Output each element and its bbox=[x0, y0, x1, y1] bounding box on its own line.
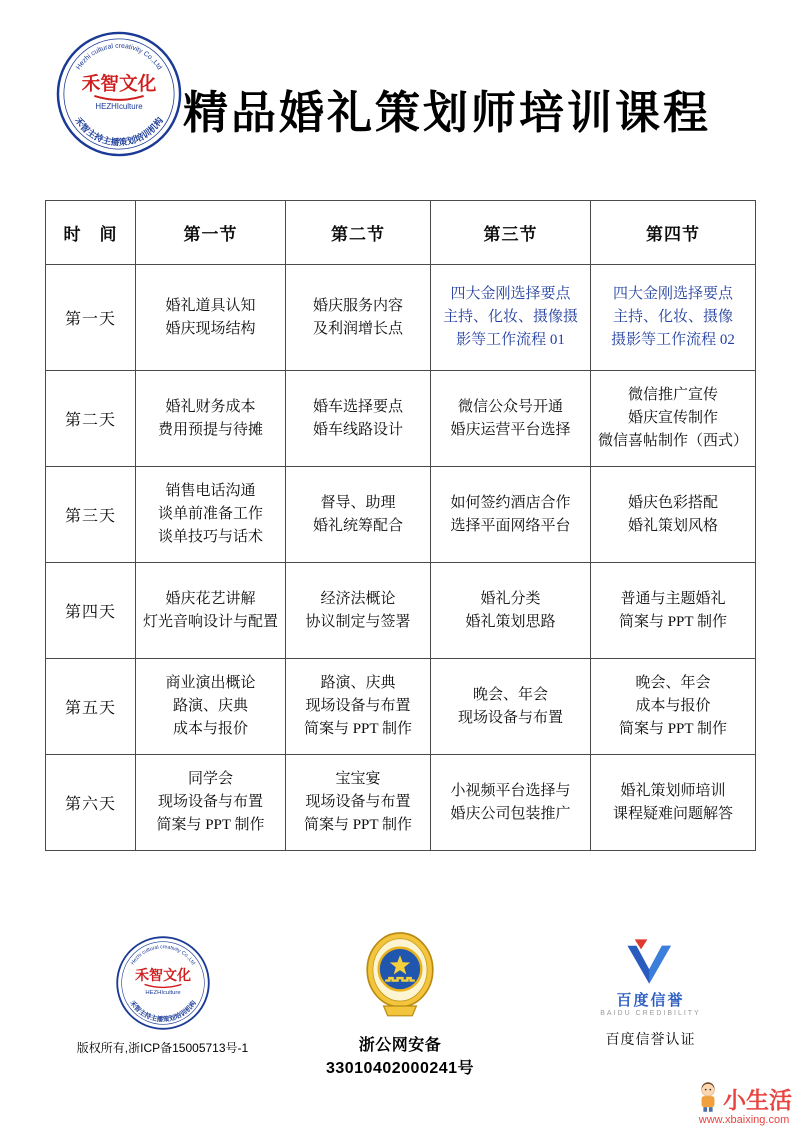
watermark-site-name: 小生活 bbox=[723, 1088, 792, 1114]
day-label: 第六天 bbox=[46, 755, 136, 851]
lesson-cell bbox=[286, 467, 431, 563]
lesson-line: 现场设备与布置 bbox=[305, 698, 411, 714]
lesson-cell bbox=[591, 467, 756, 563]
lesson-line: 课程疑难问题解答 bbox=[612, 805, 733, 822]
lesson-line: 普通与主题婚礼 bbox=[620, 590, 726, 607]
footer-logo-name-en: HEZHIculture bbox=[144, 990, 181, 997]
lesson-line: 协议制定与签署 bbox=[305, 613, 411, 630]
page-title: 精品婚礼策划师培训课程 bbox=[183, 86, 712, 139]
logo-name-en: HEZHIculture bbox=[95, 101, 143, 111]
lesson-cell bbox=[431, 659, 591, 755]
table-row bbox=[46, 467, 756, 563]
lesson-line: 小视频平台选择与 bbox=[450, 782, 571, 799]
lesson-line: 简案与 PPT 制作 bbox=[618, 613, 728, 630]
lesson-line: 路演、庆典 bbox=[320, 675, 396, 691]
day-label: 第四天 bbox=[46, 563, 136, 659]
lesson-cell bbox=[136, 755, 286, 851]
lesson-cell bbox=[591, 265, 756, 371]
lesson-line: 婚庆公司包装推广 bbox=[450, 805, 571, 822]
copyright-text: 版权所有,浙ICP备15005713号-1 bbox=[76, 1041, 249, 1055]
lesson-line: 现场设备与布置 bbox=[305, 794, 411, 810]
baidu-credibility-subtitle: BAIDU CREDIBILITY bbox=[600, 1010, 701, 1017]
lesson-line: 婚车选择要点 bbox=[312, 398, 403, 415]
table-header-row bbox=[46, 201, 756, 265]
lesson-line: 主持、化妆、摄像 bbox=[612, 309, 733, 325]
lesson-line: 四大金刚选择要点 bbox=[450, 286, 571, 302]
lesson-cell bbox=[286, 265, 431, 371]
lesson-line: 婚庆服务内容 bbox=[312, 297, 403, 314]
lesson-line: 成本与报价 bbox=[635, 698, 711, 714]
lesson-line: 四大金刚选择要点 bbox=[612, 286, 733, 302]
police-record-text: 浙公网安备 33010402000241号 bbox=[325, 1037, 475, 1077]
lesson-cell bbox=[431, 755, 591, 851]
lesson-line: 晚会、年会 bbox=[472, 686, 548, 703]
lesson-cell bbox=[286, 659, 431, 755]
lesson-line: 婚车线路设计 bbox=[312, 421, 403, 438]
lesson-cell bbox=[431, 265, 591, 371]
lesson-line: 婚庆宣传制作 bbox=[627, 410, 718, 426]
table-row bbox=[46, 755, 756, 851]
baidu-credibility-icon bbox=[622, 938, 680, 986]
lesson-line: 影等工作流程 01 bbox=[456, 332, 565, 348]
column-header: 第一节 bbox=[136, 201, 286, 265]
lesson-line: 简案与 PPT 制作 bbox=[156, 817, 265, 833]
lesson-line: 简案与 PPT 制作 bbox=[618, 721, 728, 737]
footer-police-block bbox=[295, 928, 505, 1078]
lesson-line: 选择平面网络平台 bbox=[450, 517, 571, 534]
logo-arc-bottom-text: 禾智主持主播策划培训机构 bbox=[73, 115, 165, 148]
lesson-line: 灯光音响设计与配置 bbox=[142, 613, 278, 630]
footer-baidu-block bbox=[563, 938, 738, 1049]
lesson-line: 现场设备与布置 bbox=[457, 709, 563, 726]
watermark-site-url: www.xbaixing.com bbox=[698, 1114, 790, 1126]
lesson-line: 如何签约酒店合作 bbox=[450, 494, 571, 511]
course-table bbox=[45, 200, 756, 851]
lesson-line: 简案与 PPT 制作 bbox=[303, 817, 413, 833]
footer-copyright-block bbox=[55, 935, 270, 1056]
lesson-cell bbox=[286, 755, 431, 851]
lesson-line: 谈单前准备工作 bbox=[157, 506, 263, 522]
logo-arc-top-text: Hezhi cultural creativity Co.,Ltd bbox=[75, 42, 163, 72]
lesson-line: 谈单技巧与话术 bbox=[157, 529, 263, 545]
lesson-cell bbox=[136, 467, 286, 563]
site-watermark bbox=[696, 1081, 792, 1126]
lesson-cell bbox=[431, 467, 591, 563]
lesson-line: 微信推广宣传 bbox=[627, 387, 718, 403]
lesson-line: 婚礼分类 bbox=[480, 590, 541, 607]
mascot-icon bbox=[696, 1081, 720, 1113]
course-table-body bbox=[46, 201, 756, 851]
company-logo-icon bbox=[55, 30, 183, 158]
lesson-cell bbox=[286, 563, 431, 659]
lesson-line: 婚庆色彩搭配 bbox=[627, 494, 718, 511]
lesson-cell bbox=[591, 659, 756, 755]
lesson-line: 晚会、年会 bbox=[635, 675, 711, 691]
lesson-line: 宝宝宴 bbox=[335, 771, 381, 787]
lesson-line: 主持、化妆、摄像摄 bbox=[442, 309, 578, 325]
column-header: 时 间 bbox=[46, 201, 136, 265]
footer-company-logo-icon bbox=[115, 935, 211, 1031]
baidu-cert-text: 百度信誉认证 bbox=[605, 1031, 696, 1047]
lesson-cell bbox=[136, 265, 286, 371]
lesson-line: 商业演出概论 bbox=[165, 675, 256, 691]
lesson-line: 成本与报价 bbox=[172, 721, 248, 737]
baidu-credibility-title: 百度信誉 bbox=[616, 992, 685, 1009]
lesson-cell bbox=[591, 563, 756, 659]
lesson-line: 婚礼策划思路 bbox=[465, 613, 556, 630]
footer-company-logo bbox=[115, 935, 211, 1031]
lesson-line: 微信公众号开通 bbox=[457, 398, 563, 415]
lesson-line: 婚庆现场结构 bbox=[165, 320, 256, 337]
column-header: 第三节 bbox=[431, 201, 591, 265]
lesson-line: 督导、助理 bbox=[320, 494, 396, 511]
lesson-line: 婚礼策划风格 bbox=[627, 517, 718, 534]
footer-logo-arc-top-text: Hezhi cultural creativity Co.,Ltd bbox=[129, 944, 196, 967]
company-logo bbox=[55, 30, 183, 158]
lesson-line: 销售电话沟通 bbox=[165, 483, 256, 499]
lesson-cell bbox=[136, 659, 286, 755]
day-label: 第三天 bbox=[46, 467, 136, 563]
lesson-cell bbox=[286, 371, 431, 467]
footer-logo-name-cn: 禾智文化 bbox=[134, 967, 191, 984]
lesson-line: 费用预提与待摊 bbox=[157, 421, 263, 438]
table-row bbox=[46, 371, 756, 467]
lesson-line: 婚礼道具认知 bbox=[165, 297, 256, 314]
lesson-cell bbox=[136, 563, 286, 659]
lesson-line: 婚礼策划师培训 bbox=[620, 782, 726, 799]
day-label: 第一天 bbox=[46, 265, 136, 371]
lesson-cell bbox=[591, 371, 756, 467]
watermark-top-row bbox=[696, 1081, 792, 1113]
table-row bbox=[46, 563, 756, 659]
lesson-cell bbox=[136, 371, 286, 467]
lesson-line: 微信喜帖制作（西式） bbox=[597, 433, 748, 449]
lesson-line: 路演、庆典 bbox=[172, 698, 248, 714]
column-header: 第四节 bbox=[591, 201, 756, 265]
day-label: 第二天 bbox=[46, 371, 136, 467]
lesson-line: 及利润增长点 bbox=[312, 320, 403, 337]
lesson-cell bbox=[431, 371, 591, 467]
lesson-line: 婚庆花艺讲解 bbox=[165, 590, 256, 607]
footer-logo-arc-bottom-text: 禾智主持主播策划培训机构 bbox=[127, 999, 198, 1024]
logo-name-cn: 禾智文化 bbox=[81, 73, 157, 95]
lesson-cell bbox=[591, 755, 756, 851]
lesson-line: 简案与 PPT 制作 bbox=[303, 721, 413, 737]
table-row bbox=[46, 265, 756, 371]
police-badge-icon bbox=[359, 928, 441, 1020]
lesson-line: 婚礼财务成本 bbox=[165, 398, 256, 415]
table-row bbox=[46, 659, 756, 755]
lesson-line: 现场设备与布置 bbox=[157, 794, 263, 810]
lesson-line: 同学会 bbox=[187, 771, 233, 787]
day-label: 第五天 bbox=[46, 659, 136, 755]
lesson-cell bbox=[431, 563, 591, 659]
column-header: 第二节 bbox=[286, 201, 431, 265]
lesson-line: 婚庆运营平台选择 bbox=[450, 421, 571, 438]
lesson-line: 摄影等工作流程 02 bbox=[611, 332, 735, 348]
lesson-line: 经济法概论 bbox=[320, 590, 396, 607]
lesson-line: 婚礼统筹配合 bbox=[312, 517, 403, 534]
